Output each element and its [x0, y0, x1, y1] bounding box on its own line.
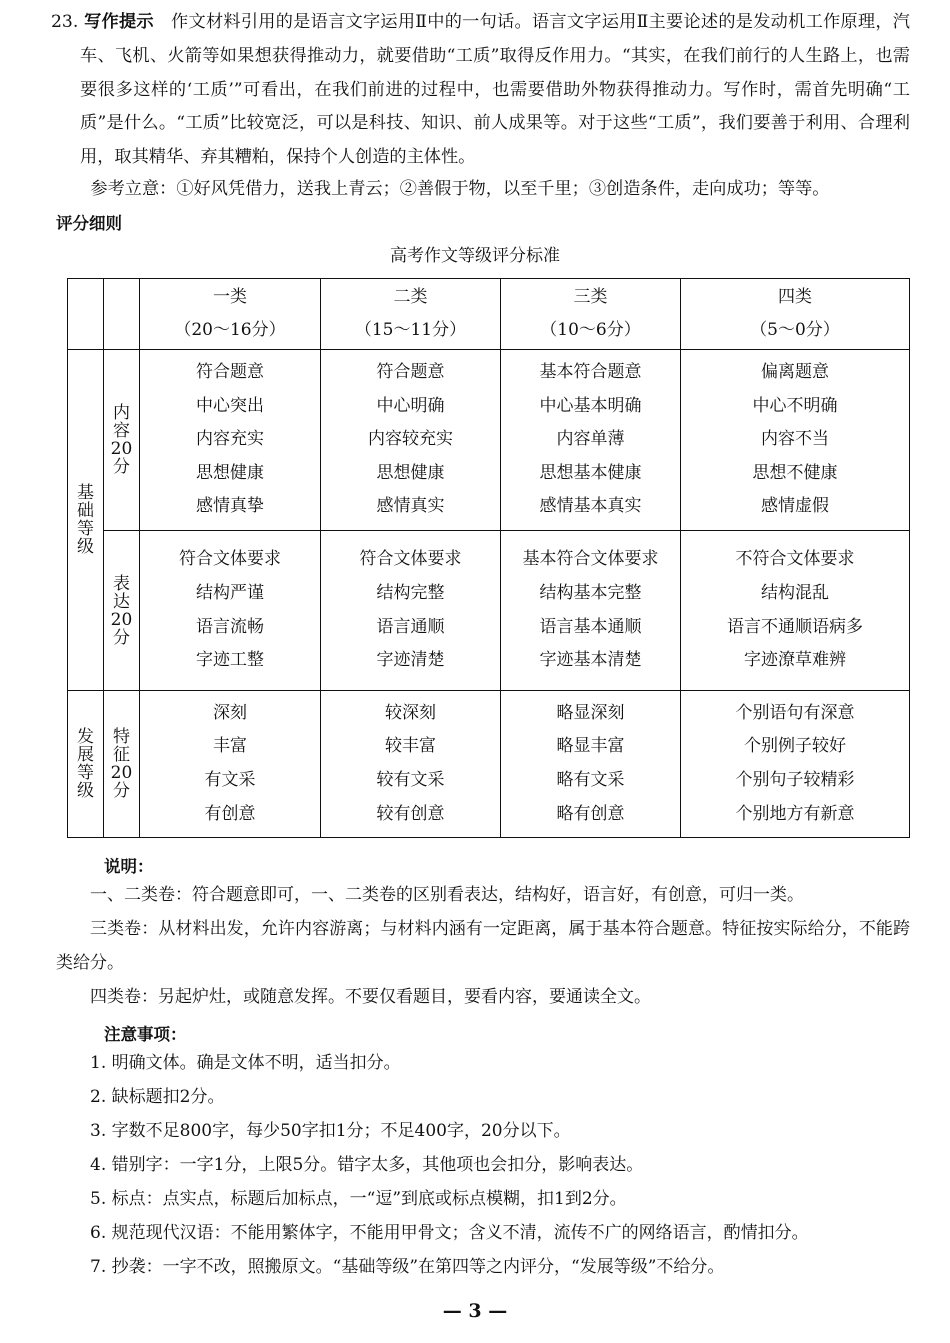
criterion-text: 中心突出	[196, 395, 264, 416]
expression-label-text: 表 达 20 分	[110, 573, 133, 648]
criterion-text: 中心不明确	[752, 395, 838, 416]
criterion-text: 结构严谨	[196, 582, 264, 603]
table-title: 高考作文等级评分标准	[390, 246, 560, 266]
criterion-text: 中心基本明确	[539, 395, 642, 416]
criterion-text: 感情真挚	[196, 496, 264, 517]
criterion-text: 字迹基本清楚	[539, 650, 642, 671]
criterion-text: 符合文体要求	[359, 549, 462, 570]
criterion-text: 内容单薄	[556, 429, 625, 450]
question-label: 写作提示	[84, 12, 154, 32]
grade-cell	[140, 531, 321, 691]
content-label	[104, 350, 140, 531]
grade-cell	[321, 350, 501, 531]
grade-cell	[501, 531, 681, 691]
criterion-text: 结构混乱	[761, 582, 829, 603]
grade-cell	[501, 691, 681, 838]
criterion-text: 个别地方有新意	[735, 803, 855, 824]
note-item: 2. 缺标题扣2分。	[90, 1087, 225, 1107]
criterion-text: 思想健康	[376, 462, 445, 483]
explanation-line: 一、二类卷：符合题意即可，一、二类卷的区别看表达，结构好，语言好，有创意，可归一类。	[90, 885, 804, 905]
criterion-text: 有创意	[204, 803, 256, 824]
criterion-text: 偏离题意	[761, 362, 829, 383]
features-label	[104, 691, 140, 838]
criterion-text: 不符合文体要求	[735, 549, 855, 570]
column-header: 四类 （5～0分）	[681, 279, 910, 350]
criterion-text: 个别例子较好	[744, 736, 846, 757]
note-item: 5. 标点：点实点，标题后加标点，一“逗”到底或标点模糊，扣1到2分。	[90, 1189, 627, 1209]
grade-cell	[681, 691, 910, 838]
criterion-text: 较有创意	[376, 803, 445, 824]
corner-cell	[104, 279, 140, 350]
basic-level-label	[68, 350, 104, 691]
explanation-line: 四类卷：另起炉灶，或随意发挥。不要仅看题目，要看内容，要通读全文。	[90, 987, 651, 1007]
corner-cell	[68, 279, 104, 350]
expression-row	[68, 531, 910, 691]
criterion-text: 思想基本健康	[539, 462, 642, 483]
grade-cell	[681, 531, 910, 691]
grade-cell	[140, 350, 321, 531]
header-row	[68, 279, 910, 350]
criterion-text: 结构基本完整	[539, 582, 642, 603]
content-label-text: 内 容 20 分	[110, 403, 133, 477]
basic-level-text: 基 础 等 级	[77, 483, 94, 557]
criterion-text: 略有创意	[556, 803, 625, 824]
development-level-text: 发 展 等 级	[77, 727, 94, 801]
criterion-text: 有文采	[204, 770, 256, 790]
note-item: 7. 抄袭：一字不改，照搬原文。“基础等级”在第四等之内评分，“发展等级”不给分。	[90, 1257, 725, 1277]
development-level-label	[68, 691, 104, 838]
note-item: 6. 规范现代汉语：不能用繁体字，不能用甲骨文；含义不清，流传不广的网络语言，酌情扣分。	[90, 1223, 809, 1243]
rubric-heading: 评分细则	[56, 214, 122, 233]
criterion-text: 语言不通顺语病多	[727, 616, 863, 637]
reference-theme: 参考立意：①好风凭借力，送我上青云；②善假于物，以至千里；③创造条件，走向成功；等等。	[90, 179, 830, 199]
criterion-text: 基本符合题意	[539, 362, 642, 383]
criterion-text: 略显丰富	[556, 736, 625, 757]
note-item: 4. 错别字：一字1分，上限5分。错字太多，其他项也会扣分，影响表达。	[90, 1155, 644, 1175]
criterion-text: 个别句子较精彩	[735, 770, 855, 790]
grade-cell	[140, 691, 321, 838]
explanation-line: 三类卷：从材料出发，允许内容游离；与材料内涵有一定距离，属于基本符合题意。特征按实际给分，不能跨类给分。	[56, 919, 910, 973]
criterion-text: 字迹潦草难辨	[744, 650, 846, 671]
grade-cell	[501, 350, 681, 531]
page-number: — 3 —	[442, 1300, 508, 1322]
criterion-text: 略显深刻	[556, 702, 625, 723]
criterion-text: 较深刻	[385, 702, 436, 723]
grading-table	[67, 278, 910, 838]
content-row	[68, 350, 910, 531]
criterion-text: 语言通顺	[376, 616, 445, 637]
question-text: 作文材料引用的是语言文字运用Ⅱ中的一句话。语言文字运用Ⅱ主要论述的是发动机工作原理，汽车、飞机、火箭等如果想获得推动力，就要借助“工质”取得反作用力。“其实，在我们前行的人生路上，也需要很多这样的‘工质’”可看出，在我们前进的过程中，也需要借助外物获得推动力。写作时，需首先明确“工质”是什么。“工质”比较宽泛，可以是科技、知识、前人成果等。对于这些“工质”，我们要善于利用、合理利用，取其精华、弃其糟粕，保持个人创造的主体性。	[80, 12, 910, 168]
criterion-text: 内容较充实	[368, 429, 453, 450]
criterion-text: 内容充实	[196, 429, 264, 450]
criterion-text: 较丰富	[385, 736, 436, 757]
criterion-text: 语言流畅	[196, 616, 264, 637]
expression-label	[104, 531, 140, 691]
grade-cell	[321, 531, 501, 691]
criterion-text: 基本符合文体要求	[522, 549, 659, 570]
notes-heading: 注意事项：	[104, 1025, 187, 1044]
criterion-text: 符合题意	[376, 362, 445, 383]
criterion-text: 语言基本通顺	[539, 616, 642, 637]
explanation-heading: 说明：	[104, 857, 154, 876]
features-label-text: 特 征 20 分	[110, 727, 133, 801]
criterion-text: 符合题意	[196, 362, 264, 383]
column-header: 二类 （15～11分）	[321, 279, 501, 350]
criterion-text: 深刻	[213, 702, 247, 723]
criterion-text: 思想健康	[196, 462, 264, 483]
criterion-text: 丰富	[213, 736, 247, 757]
column-header: 三类 （10～6分）	[501, 279, 681, 350]
criterion-text: 个别语句有深意	[735, 702, 855, 723]
criterion-text: 感情真实	[376, 496, 445, 517]
grade-cell	[681, 350, 910, 531]
features-row	[68, 691, 910, 838]
question-23	[51, 6, 910, 175]
note-item: 1. 明确文体。确是文体不明，适当扣分。	[90, 1053, 401, 1073]
criterion-text: 字迹清楚	[376, 650, 445, 671]
criterion-text: 思想不健康	[752, 462, 838, 483]
question-number: 23.	[51, 12, 79, 32]
criterion-text: 字迹工整	[196, 650, 264, 671]
criterion-text: 略有文采	[556, 770, 625, 790]
column-header: 一类 （20～16分）	[140, 279, 321, 350]
criterion-text: 感情基本真实	[539, 496, 642, 517]
criterion-text: 中心明确	[376, 395, 445, 416]
criterion-text: 内容不当	[761, 429, 829, 450]
criterion-text: 结构完整	[376, 582, 445, 603]
criterion-text: 较有文采	[376, 770, 445, 790]
grade-cell	[321, 691, 501, 838]
criterion-text: 感情虚假	[761, 496, 829, 517]
criterion-text: 符合文体要求	[179, 549, 281, 570]
note-item: 3. 字数不足800字，每少50字扣1分；不足400字，20分以下。	[90, 1121, 571, 1141]
